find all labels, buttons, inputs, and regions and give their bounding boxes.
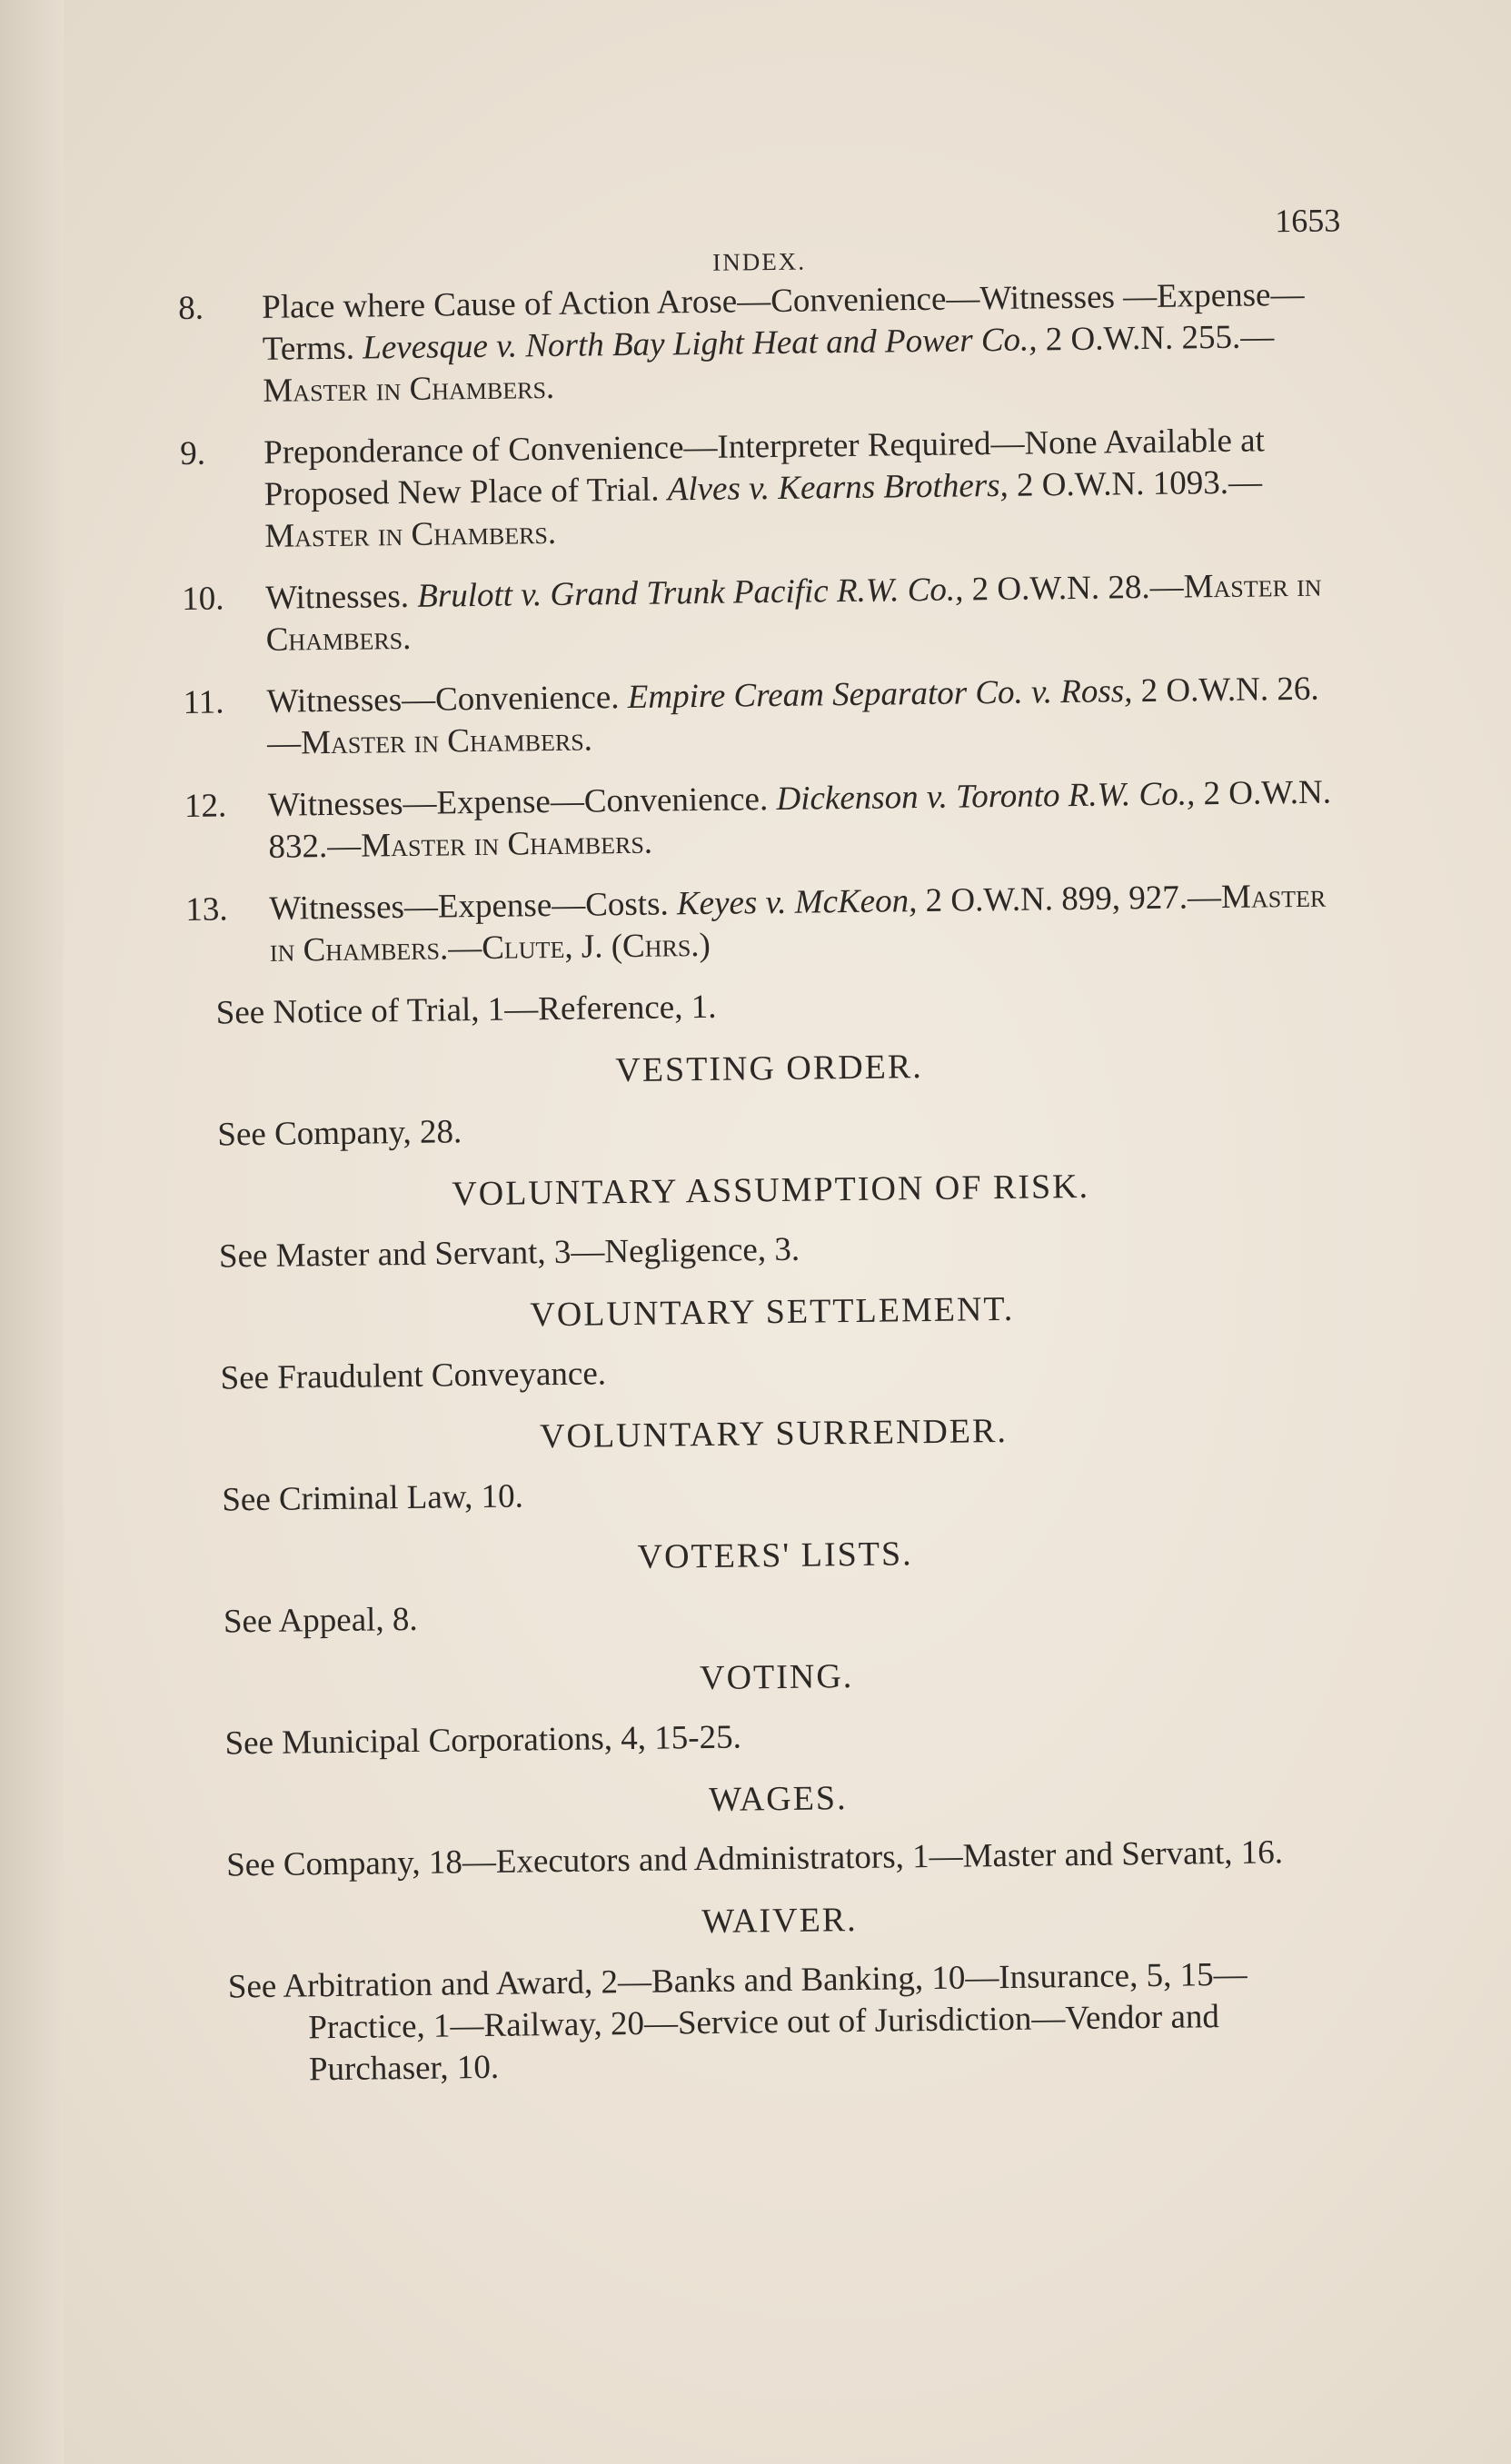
see-also-voters-lists: See Appeal, 8. — [223, 1600, 418, 1641]
page-header — [177, 199, 1341, 277]
see-also-trial: See Notice of Trial, 1—Reference, 1. — [215, 988, 717, 1032]
entry-number: 10. — [181, 580, 224, 618]
see-also-waiver: See Arbitration and Award, 2—Banks and Banking, 10—Insurance, 5, 15—Practice, 1—Railway, 20—Service out of Jurisdiction—Vendor and Purchaser, 10. — [227, 1955, 1248, 2089]
citation: 2 O.W.N. 28.— — [963, 568, 1184, 609]
court: Master in Chambers. — [265, 566, 1322, 659]
court: Master in Chambers. — [361, 823, 653, 865]
entry-text — [263, 419, 1345, 558]
citation: 2 O.W.N. 26.— — [266, 670, 1319, 762]
heading-voluntary-settlement: VOLUNTARY SETTLEMENT. — [530, 1289, 1015, 1335]
page-content — [177, 199, 1363, 2111]
heading-voting: VOTING. — [699, 1657, 854, 1698]
citation: 2 O.W.N. 1093.— — [1008, 463, 1263, 504]
case-name: Empire Cream Separator Co. v. Ross, — [627, 672, 1133, 716]
running-title: INDEX. — [712, 247, 807, 276]
index-entry-8 — [178, 273, 1343, 413]
entry-text — [266, 668, 1347, 765]
heading-voters-lists: VOTERS' LISTS. — [637, 1535, 913, 1576]
see-also-wages: See Company, 18—Executors and Administrators, 1—Master and Servant, 16. — [225, 1833, 1284, 1884]
index-entry-12 — [184, 771, 1348, 869]
heading-wages: WAGES. — [708, 1779, 848, 1819]
court: Master in Chambers. — [263, 368, 555, 410]
citation: 2 O.W.N. 832.— — [268, 773, 1332, 866]
entry-subject: Witnesses—Expense—Costs. — [269, 885, 678, 928]
page-number: 1653 — [1274, 202, 1341, 240]
index-entry-10 — [182, 564, 1346, 662]
see-also-vesting-order: See Company, 28. — [217, 1113, 462, 1154]
heading-waiver: WAIVER. — [701, 1900, 858, 1942]
see-also-voting: See Municipal Corporations, 4, 15-25. — [224, 1718, 742, 1763]
citation: 2 O.W.N. 255.— — [1037, 318, 1275, 359]
entry-number: 8. — [178, 289, 204, 327]
index-entry-11 — [183, 668, 1347, 766]
see-also-voluntary-settlement: See Fraudulent Conveyance. — [220, 1355, 607, 1397]
entry-number: 11. — [183, 683, 224, 721]
heading-voluntary-assumption-of-risk: VOLUNTARY ASSUMPTION OF RISK. — [452, 1167, 1090, 1214]
case-name: Keyes v. McKeon, — [676, 882, 918, 923]
index-entry-9 — [180, 419, 1345, 559]
entry-text — [262, 273, 1343, 412]
entry-subject: Witnesses. — [264, 577, 418, 617]
index-entry-13 — [185, 875, 1349, 973]
case-name: Brulott v. Grand Trunk Pacific R.W. Co., — [416, 571, 964, 615]
entry-number: 9. — [179, 434, 206, 472]
page-gutter-shadow — [0, 0, 64, 2464]
entry-subject: Preponderance of Convenience—Interpreter Required—None Available at Proposed New Place of Trial. — [263, 422, 1266, 513]
entry-subject: Place where Cause of Action Arose—Convenience—Witnesses —Expense—Terms. — [262, 275, 1305, 368]
entry-number: 12. — [184, 787, 227, 825]
heading-voluntary-surrender: VOLUNTARY SURRENDER. — [539, 1411, 1009, 1456]
see-also-voluntary-assumption-of-risk: See Master and Servant, 3—Negligence, 3. — [218, 1230, 800, 1276]
case-name: Levesque v. North Bay Light Heat and Power Co., — [363, 321, 1038, 367]
entry-text — [269, 875, 1349, 972]
entry-number: 13. — [185, 890, 228, 929]
heading-vesting-order: VESTING ORDER. — [615, 1048, 923, 1090]
entry-subject: Witnesses—Expense—Convenience. — [267, 780, 777, 824]
entry-text — [265, 564, 1346, 661]
court: Master in Chambers. — [264, 513, 557, 555]
case-name: Dickenson v. Toronto R.W. Co., — [776, 775, 1196, 818]
see-also-voluntary-surrender: See Criminal Law, 10. — [222, 1477, 524, 1519]
entry-subject: Witnesses—Convenience. — [266, 678, 628, 720]
court: Master in Chambers. — [300, 720, 593, 762]
case-name: Alves v. Kearns Brothers, — [667, 466, 1009, 509]
entry-text — [268, 771, 1348, 869]
court: Master in Chambers.—Clute, J. (Chrs.) — [269, 877, 1327, 969]
citation: 2 O.W.N. 899, 927.— — [917, 879, 1222, 920]
